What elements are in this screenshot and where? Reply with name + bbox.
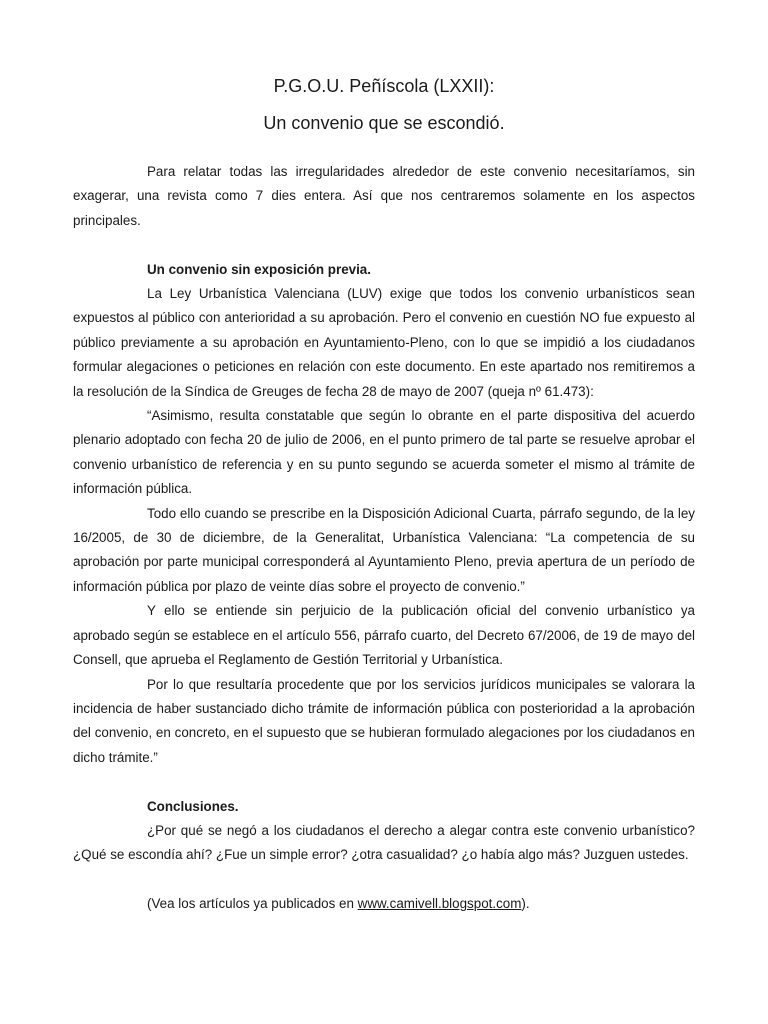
document-subtitle: Un convenio que se escondió. <box>263 113 505 133</box>
section-heading-exposicion: Un convenio sin exposición previa. <box>147 261 371 277</box>
footer-note <box>73 892 695 916</box>
paragraph-todo-ello: Todo ello cuando se prescribe en la Disposición Adicional Cuarta, párrafo segundo, de la ley 16/2005, de 30 de diciembre, de la Generalitat, Urbanística Valenciana: “La competencia de su aprobación por parte municipal corresponderá al Ayuntamiento Pleno, previa apertura de un período de información pública por plazo de veinte días sobre el proyecto de convenio.” <box>73 505 695 594</box>
footer-suffix: ). <box>521 896 530 912</box>
paragraph-por-lo-que: Por lo que resultaría procedente que por los servicios jurídicos municipales se valorara la incidencia de haber sustanciado dicho trámite de información pública con posterioridad a la aprobación del convenio, en concreto, en el supuesto que se hubieran formulado alegaciones por los ciudadanos en dicho trámite.” <box>73 676 695 765</box>
paragraph-conclusiones: ¿Por qué se negó a los ciudadanos el derecho a alegar contra este convenio urbanístico? ¿Qué se escondía ahí? ¿Fue un simple error? ¿otra casualidad? ¿o había algo más? Juzguen ustedes. <box>73 822 695 863</box>
paragraph-y-ello: Y ello se entiende sin perjuicio de la publicación oficial del convenio urbanístico ya aprobado según se establece en el artículo 556, párrafo cuarto, del Decreto 67/2006, de 19 de mayo del Consell, que aprueba el Reglamento de Gestión Territorial y Urbanística. <box>73 603 695 668</box>
document-page <box>73 74 695 917</box>
spacer <box>73 233 695 257</box>
section-heading-conclusiones: Conclusiones. <box>147 798 239 814</box>
document-title: P.G.O.U. Peñíscola (LXXII): <box>273 76 495 96</box>
paragraph-luv: La Ley Urbanística Valenciana (LUV) exige que todos los convenio urbanísticos sean expuestos al público con anterioridad a su aprobación. Pero el convenio en cuestión NO fue expuesto al público previamente a su aprobación en Ayuntamiento-Pleno, con lo que se impidió a los ciudadanos formular alegaciones o peticiones en relación con este documento. En este apartado nos remitiremos a la resolución de la Síndica de Greuges de fecha 28 de mayo de 2007 (queja nº 61.473): <box>73 286 695 399</box>
paragraph-quote-asimismo: “Asimismo, resulta constatable que según lo obrante en el parte dispositiva del acuerdo plenario adoptado con fecha 20 de julio de 2006, en el punto primero de tal parte se resuelve aprobar el convenio urbanístico de referencia y en su punto segundo se acuerda someter el mismo al trámite de información pública. <box>73 408 695 497</box>
document-body <box>73 160 695 917</box>
footer-prefix: (Vea los artículos ya publicados en <box>147 896 358 912</box>
blog-link[interactable]: www.camivell.blogspot.com <box>357 896 522 912</box>
spacer <box>73 770 695 794</box>
spacer <box>73 868 695 892</box>
intro-paragraph: Para relatar todas las irregularidades alrededor de este convenio necesitaríamos, sin exagerar, una revista como 7 dies entera. Así que nos centraremos solamente en los aspectos principales. <box>73 164 695 228</box>
